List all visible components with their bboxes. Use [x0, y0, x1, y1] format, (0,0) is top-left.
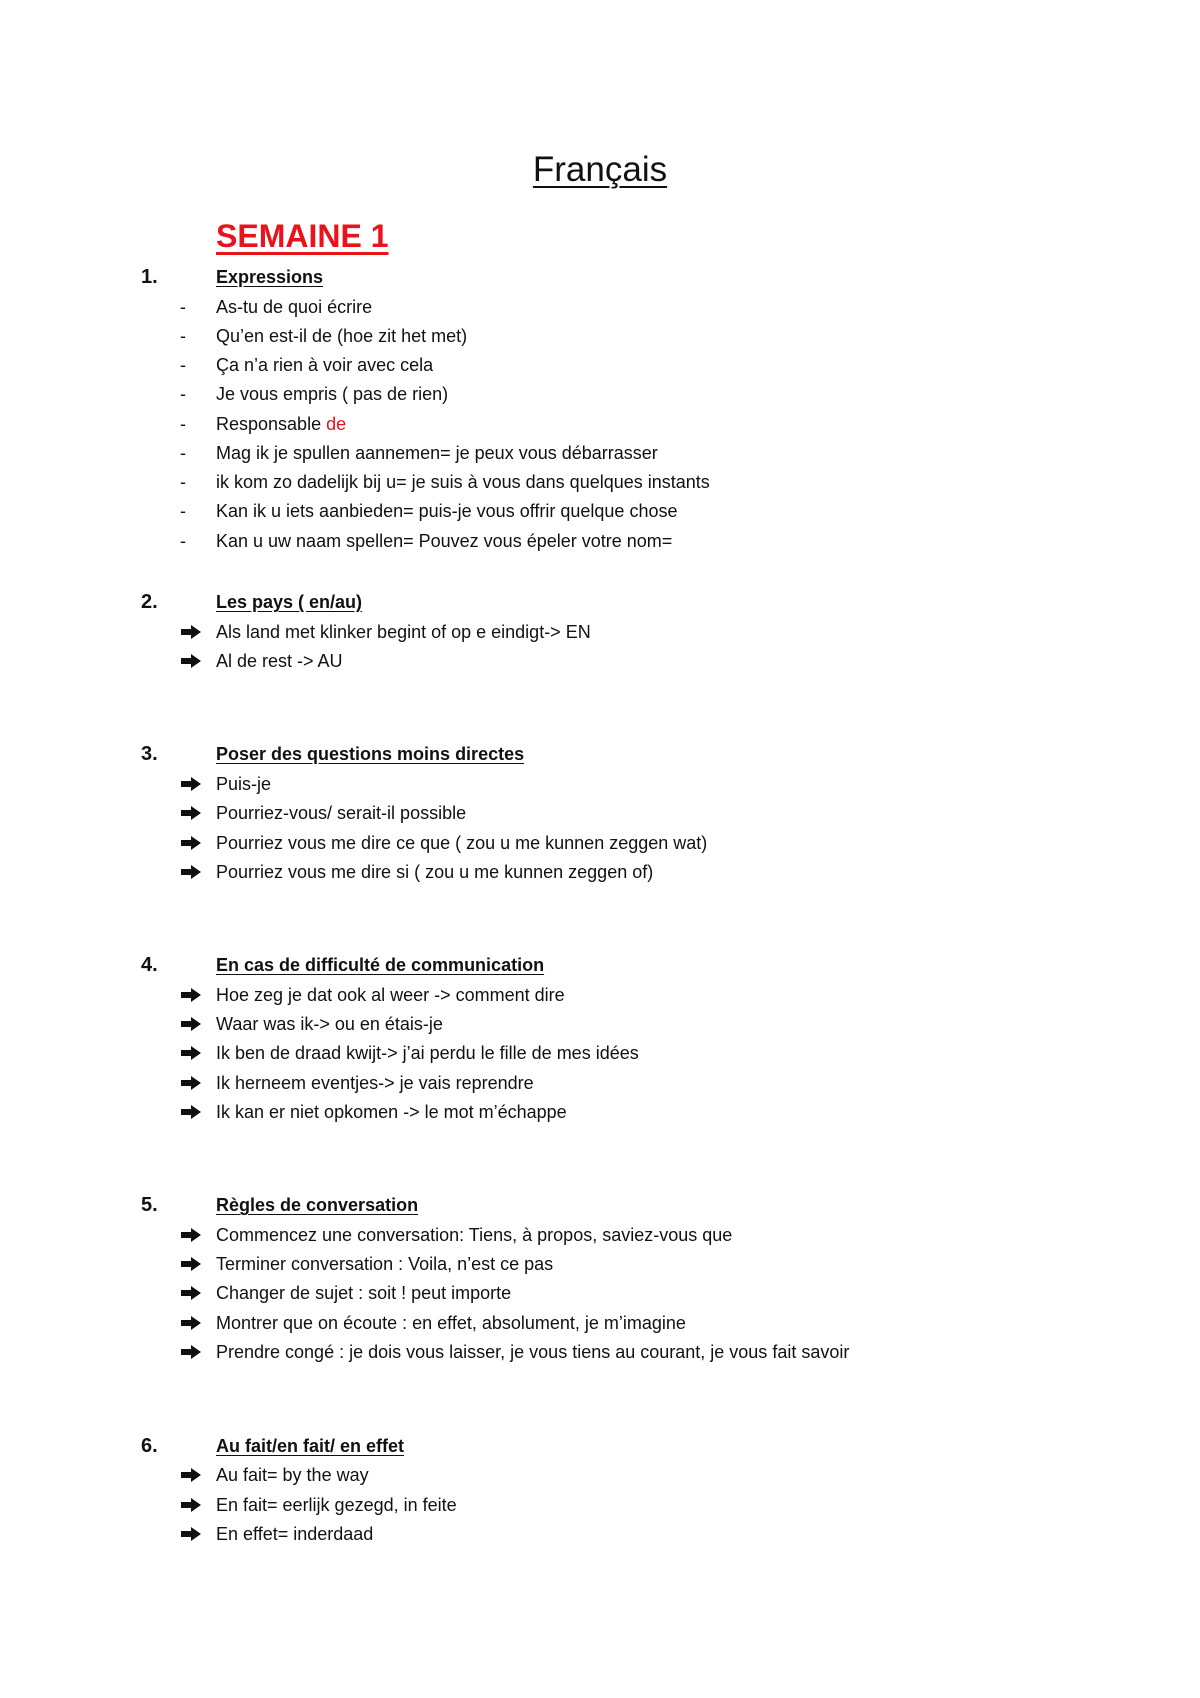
dash-bullet: -: [180, 297, 186, 317]
list-item: [0, 798, 1000, 828]
list-item: [0, 1308, 1000, 1338]
list-item-text: En effet= inderdaad: [216, 1524, 374, 1544]
section-number: 2.: [141, 591, 158, 613]
list-item-text: Al de rest -> AU: [216, 651, 343, 671]
list-item-text: Je vous empris ( pas de rien): [216, 384, 449, 404]
list-item: [0, 1460, 1000, 1490]
list-item: [0, 1278, 1000, 1308]
document-title: [0, 148, 1200, 192]
list-item: [0, 769, 1000, 799]
list-item: [0, 646, 1000, 676]
list-item-text: Ik herneem eventjes-> je vais reprendre: [216, 1073, 534, 1093]
list-item: [0, 350, 1000, 380]
section-header-4: [0, 950, 1000, 980]
list-item: [0, 379, 1000, 409]
dash-bullet: -: [180, 531, 186, 551]
section-header-2: [0, 587, 1000, 617]
week-heading: SEMAINE 1: [216, 218, 389, 254]
list-item-text: Qu’en est-il de (hoe zit het met): [216, 326, 468, 346]
list-item: [0, 1009, 1000, 1039]
list-item-text: Pourriez vous me dire ce que ( zou u me kunnen zeggen wat): [216, 833, 708, 853]
list-item: [0, 467, 1000, 497]
section-title: Les pays ( en/au): [216, 592, 363, 612]
section-title: Règles de conversation: [216, 1195, 419, 1215]
dash-bullet: -: [180, 443, 186, 463]
list-item: [0, 409, 1000, 439]
list-item: [0, 321, 1000, 351]
list-item-text-main: Responsable: [216, 414, 322, 434]
list-item-text: Puis-je: [216, 774, 272, 794]
list-item: [0, 980, 1000, 1010]
section-header-5: [0, 1190, 1000, 1220]
list-item-text: Pourriez vous me dire si ( zou u me kunnen zeggen of): [216, 862, 654, 882]
list-item: [0, 1249, 1000, 1279]
dash-bullet: -: [180, 414, 186, 434]
section-header-6: [0, 1431, 1000, 1461]
section-title: Au fait/en fait/ en effet: [216, 1436, 405, 1456]
list-item-text: Terminer conversation : Voila, n’est ce pas: [216, 1254, 554, 1274]
section-title: En cas de difficulté de communication: [216, 955, 545, 975]
list-item-text: Prendre congé : je dois vous laisser, je vous tiens au courant, je vous fait savoir: [216, 1342, 850, 1362]
dash-bullet: -: [180, 326, 186, 346]
document-title-text: Français: [532, 150, 668, 189]
list-item-text: Kan ik u iets aanbieden= puis-je vous offrir quelque chose: [216, 501, 678, 521]
list-item-text: Changer de sujet : soit ! peut importe: [216, 1283, 512, 1303]
list-item-text: [216, 409, 346, 439]
list-item-text: Montrer que on écoute : en effet, absolument, je m’imagine: [216, 1313, 686, 1333]
section-title: Poser des questions moins directes: [216, 744, 525, 764]
list-item-text: Ça n’a rien à voir avec cela: [216, 355, 434, 375]
list-item-text: En fait= eerlijk gezegd, in feite: [216, 1495, 457, 1515]
list-item: [0, 1337, 1000, 1367]
section-number: 6.: [141, 1435, 158, 1457]
section-header-3: [0, 739, 1000, 769]
highlighted-word: de: [326, 414, 347, 434]
list-item-text: As-tu de quoi écrire: [216, 297, 373, 317]
list-item: [0, 1068, 1000, 1098]
list-item: [0, 438, 1000, 468]
section-number: 3.: [141, 743, 158, 765]
section-header-1: [0, 262, 1000, 292]
dash-bullet: -: [180, 355, 186, 375]
list-item-text: Mag ik je spullen aannemen= je peux vous débarrasser: [216, 443, 658, 463]
list-item: [0, 1490, 1000, 1520]
list-item: [0, 1519, 1000, 1549]
list-item-text: Ik ben de draad kwijt-> j’ai perdu le fille de mes idées: [216, 1043, 639, 1063]
list-item: [0, 292, 1000, 322]
list-item-text: Ik kan er niet opkomen -> le mot m’échappe: [216, 1102, 567, 1122]
list-item: [0, 1220, 1000, 1250]
list-item-text: Pourriez-vous/ serait-il possible: [216, 803, 467, 823]
list-item: [0, 526, 1000, 556]
list-item: [0, 496, 1000, 526]
section-number: 4.: [141, 954, 158, 976]
list-item-text: Au fait= by the way: [216, 1465, 369, 1485]
list-item: [0, 828, 1000, 858]
list-item: [0, 617, 1000, 647]
dash-bullet: -: [180, 384, 186, 404]
list-item: [0, 1097, 1000, 1127]
list-item: [0, 1038, 1000, 1068]
list-item-text: Hoe zeg je dat ook al weer -> comment dire: [216, 985, 565, 1005]
section-number: 5.: [141, 1194, 158, 1216]
section-title: Expressions: [216, 267, 324, 287]
list-item-text: Kan u uw naam spellen= Pouvez vous épeler votre nom=: [216, 531, 673, 551]
dash-bullet: -: [180, 472, 186, 492]
list-item-text: ik kom zo dadelijk bij u= je suis à vous dans quelques instants: [216, 472, 710, 492]
list-item-text: Commencez une conversation: Tiens, à propos, saviez-vous que: [216, 1225, 733, 1245]
section-number: 1.: [141, 266, 158, 288]
dash-bullet: -: [180, 501, 186, 521]
list-item-text: Waar was ik-> ou en étais-je: [216, 1014, 443, 1034]
list-item-text: Als land met klinker begint of op e eindigt-> EN: [216, 622, 591, 642]
list-item: [0, 857, 1000, 887]
